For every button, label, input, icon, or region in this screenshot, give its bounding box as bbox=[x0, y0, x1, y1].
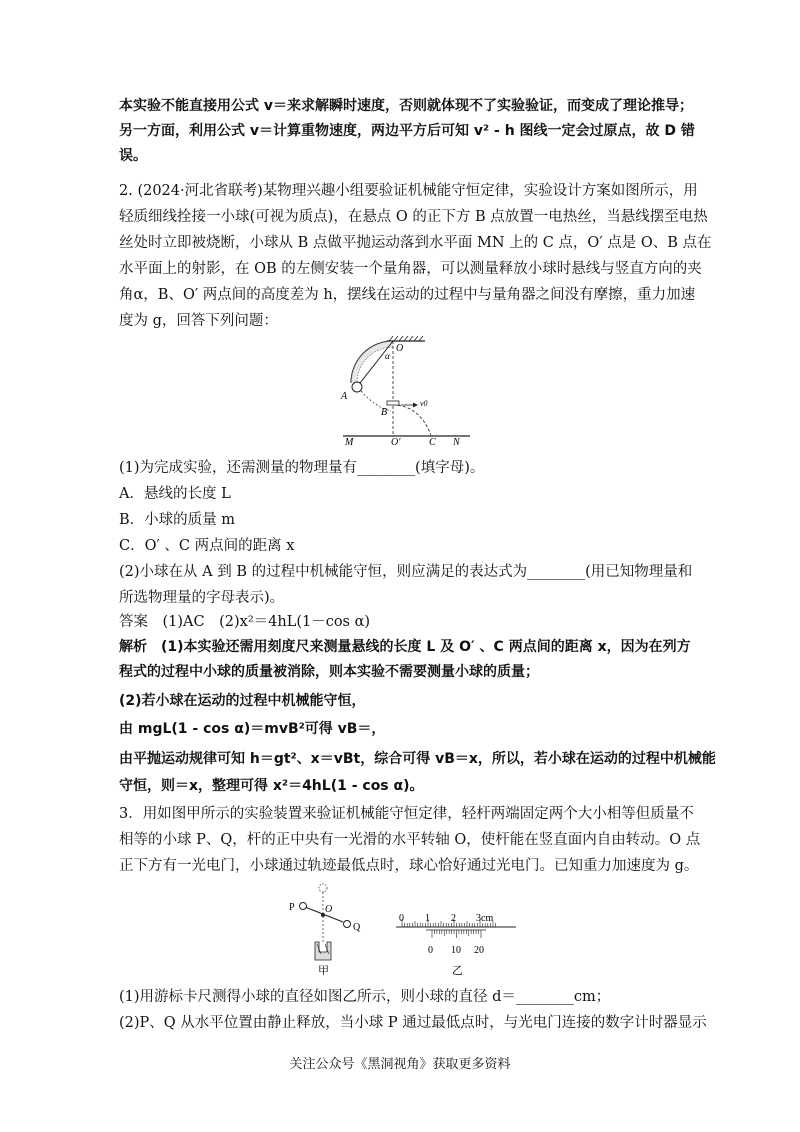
text-line: 另一方面，利用公式 v＝计算重物速度，两边平方后可知 v² - h 图线一定会过原点，故 D 错 bbox=[119, 123, 695, 139]
text-line: 本实验不能直接用公式 v＝来求解瞬时速度，否则就体现不了实验验证，而变成了理论推导； bbox=[119, 98, 693, 114]
main-tick-0: 0 bbox=[399, 913, 404, 924]
vernier-tick-10: 10 bbox=[451, 945, 461, 956]
label-O: O bbox=[396, 343, 404, 354]
vernier-tick-20: 20 bbox=[474, 945, 484, 956]
text-line: C．O′ 、C 两点间的距离 x bbox=[119, 538, 295, 554]
text-line: 所选物理量的字母表示)。 bbox=[119, 590, 285, 606]
text-line: (2)P、Q 从水平位置由静止释放，当小球 P 通过最低点时，与光电门连接的数字计时器显示 bbox=[119, 1015, 707, 1031]
analysis-line: 程式的过程中小球的质量被消除，则本实验不需要测量小球的质量； bbox=[119, 664, 539, 680]
vernier-figure bbox=[392, 910, 522, 980]
text-line: 度为 g，回答下列问题： bbox=[119, 313, 278, 329]
vernier-tick-0: 0 bbox=[428, 945, 433, 956]
label-N: N bbox=[453, 437, 460, 447]
text-line: 误。 bbox=[119, 148, 147, 164]
label-P: P bbox=[289, 902, 295, 913]
label-B: B bbox=[381, 407, 388, 418]
main-tick-1: 1 bbox=[425, 913, 430, 924]
label-M: M bbox=[345, 437, 354, 447]
label-Oprime: O′ bbox=[391, 437, 401, 447]
footer-note: 关注公众号《黑洞视角》获取更多资料 bbox=[289, 1057, 511, 1072]
answer-line: 答案 (1)AC (2)x²＝4hL(1－cos α) bbox=[119, 614, 371, 630]
text-line: 丝处时立即被烧断，小球从 B 点做平抛运动落到水平面 MN 上的 C 点，O′ 点是 O、B 点在 bbox=[119, 235, 712, 251]
caption-yi: 乙 bbox=[452, 965, 463, 977]
rod-figure bbox=[285, 882, 375, 977]
text-line: 轻质细线拴接一小球(可视为质点)，在悬点 O 的正下方 B 点放置一电热丝，当悬线摆至电热 bbox=[119, 209, 708, 225]
analysis-line: 由 mgL(1 - cos α)＝mvB²可得 vB＝， bbox=[119, 721, 386, 737]
analysis-line: 守恒，则＝x，整理可得 x²＝4hL(1 - cos α)。 bbox=[119, 778, 424, 794]
text-line: 相等的小球 P、Q，杆的正中央有一光滑的水平转轴 O，使杆能在竖直面内自由转动。O 点 bbox=[119, 832, 701, 848]
text-line: 2. (2024·河北省联考)某物理兴趣小组要验证机械能守恒定律，实验设计方案如图所示，用 bbox=[119, 183, 698, 199]
text-line: 水平面上的射影，在 OB 的左侧安装一个量角器，可以测量释放小球时悬线与竖直方向的夹 bbox=[119, 261, 702, 277]
label-alpha: α bbox=[385, 351, 390, 361]
main-tick-2: 2 bbox=[451, 913, 456, 924]
text-line: A．悬线的长度 L bbox=[119, 486, 231, 502]
text-line: (2)小球在从 A 到 B 的过程中机械能守恒，则应满足的表达式为________(用已知物理量和 bbox=[119, 564, 693, 580]
text-line: (1)用游标卡尺测得小球的直径如图乙所示，则小球的直径 d＝________cm； bbox=[119, 989, 611, 1005]
label-v0: v0 bbox=[420, 399, 428, 408]
analysis-line: 解析 (1)本实验还需用刻度尺来测量悬线的长度 L 及 O′ 、C 两点间的距离 x，因为在列方 bbox=[119, 639, 691, 655]
caption-jia: 甲 bbox=[318, 965, 329, 977]
main-tick-3: 3cm bbox=[476, 913, 494, 924]
text-line: 3．用如图甲所示的实验装置来验证机械能守恒定律，轻杆两端固定两个大小相等但质量不 bbox=[119, 806, 694, 822]
text-line: (1)为完成实验，还需测量的物理量有________(填字母)。 bbox=[119, 460, 485, 476]
text-line: B．小球的质量 m bbox=[119, 512, 236, 528]
label-O2: O bbox=[325, 904, 333, 915]
analysis-line: 由平抛运动规律可知 h＝gt²、x＝vBt，综合可得 vB＝x，所以，若小球在运动的过程中机械能 bbox=[119, 751, 716, 767]
label-C: C bbox=[429, 437, 436, 447]
analysis-line: (2)若小球在运动的过程中机械能守恒， bbox=[119, 693, 366, 709]
text-line: 角α，B、O′ 两点间的高度差为 h，摆线在运动的过程中与量角器之间没有摩擦，重力加速 bbox=[119, 287, 696, 303]
label-Q: Q bbox=[353, 922, 361, 933]
text-line: 正下方有一光电门，小球通过轨迹最低点时，球心恰好通过光电门。已知重力加速度为 g。 bbox=[119, 858, 699, 874]
label-A: A bbox=[341, 391, 348, 402]
pendulum-figure bbox=[335, 335, 475, 447]
